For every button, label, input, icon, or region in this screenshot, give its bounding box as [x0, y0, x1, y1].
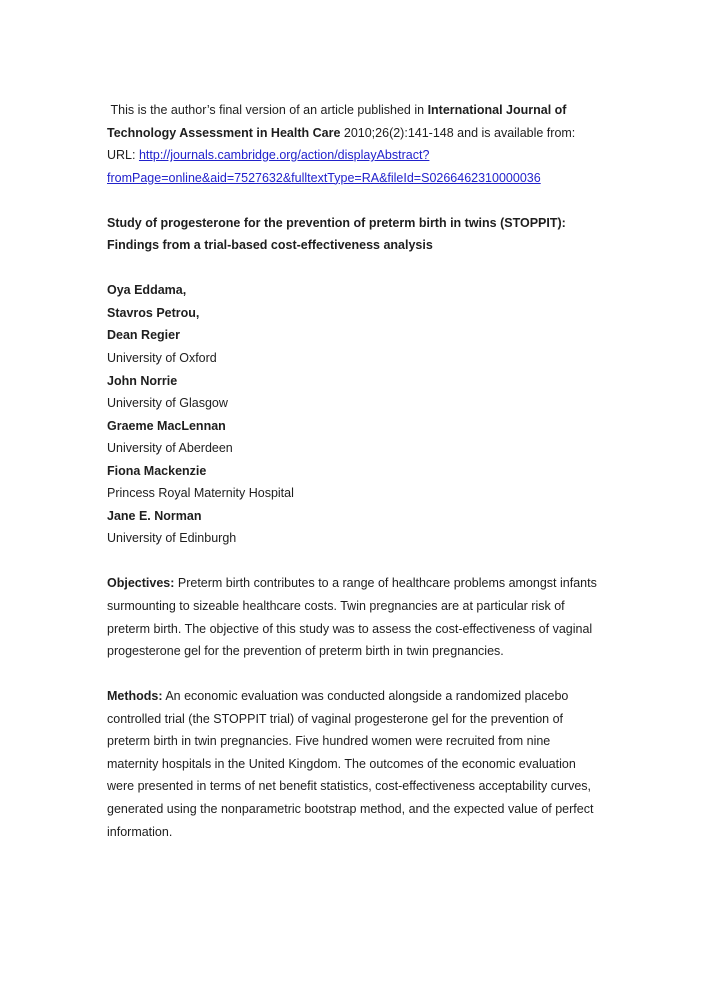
methods-label: Methods:: [107, 689, 163, 704]
author-affiliation: University of Glasgow: [107, 396, 228, 411]
methods-paragraph: [107, 685, 604, 843]
article-url-link[interactable]: http://journals.cambridge.org/action/displayAbstract?fromPage=online&aid=7527632&fulltextType=RA&fileId=S0266462310000036: [107, 148, 541, 185]
author-name: Fiona Mackenzie: [107, 463, 207, 478]
author-affiliation: University of Edinburgh: [107, 531, 237, 546]
publisher-note-citation: 2010;26(2):141-148 and is available from: URL:: [107, 125, 576, 163]
author-name: John Norrie: [107, 373, 178, 388]
author-name: Jane E. Norman: [107, 508, 202, 523]
author-affiliation: University of Aberdeen: [107, 441, 233, 456]
publisher-note: [107, 99, 604, 189]
journal-name: International Journal of Technology Assessment in Health Care: [107, 103, 567, 140]
author-name: Oya Eddama,: [107, 283, 187, 298]
article-title: Study of progesterone for the prevention of preterm birth in twins (STOPPIT): Findings from a trial-based cost-effectiveness analysis: [107, 215, 566, 253]
publisher-note-prefix: This is the author’s final version of an article published in: [107, 103, 428, 117]
article-front-matter: [107, 99, 604, 866]
methods-text: An economic evaluation was conducted alongside a randomized placebo controlled trial (the STOPPIT trial) of vaginal progesterone gel for the prevention of preterm birth in twin pregnancies. Five hundred women were recruited from nine maternity hospitals in the United Kingdom. The outcomes of the economic evaluation were presented in terms of net benefit statistics, cost-effectiveness acceptability curves, generated using the nonparametric bootstrap method, and the expected value of perfect information.: [107, 689, 594, 839]
author-affiliation: University of Oxford: [107, 351, 217, 366]
objectives-paragraph: [107, 572, 604, 662]
objectives-label: Objectives:: [107, 576, 175, 591]
objectives-text: Preterm birth contributes to a range of healthcare problems amongst infants surmounting to sizeable healthcare costs. Twin pregnancies are at particular risk of preterm birth. The objective of this study was to assess the cost-effectiveness of vaginal progesterone gel for the prevention of preterm birth in twin pregnancies.: [107, 576, 597, 659]
author-affiliation: Princess Royal Maternity Hospital: [107, 486, 294, 501]
author-name: Graeme MacLennan: [107, 418, 226, 433]
author-list: [107, 279, 604, 550]
author-name: Stavros Petrou,: [107, 305, 200, 320]
author-name: Dean Regier: [107, 328, 180, 343]
